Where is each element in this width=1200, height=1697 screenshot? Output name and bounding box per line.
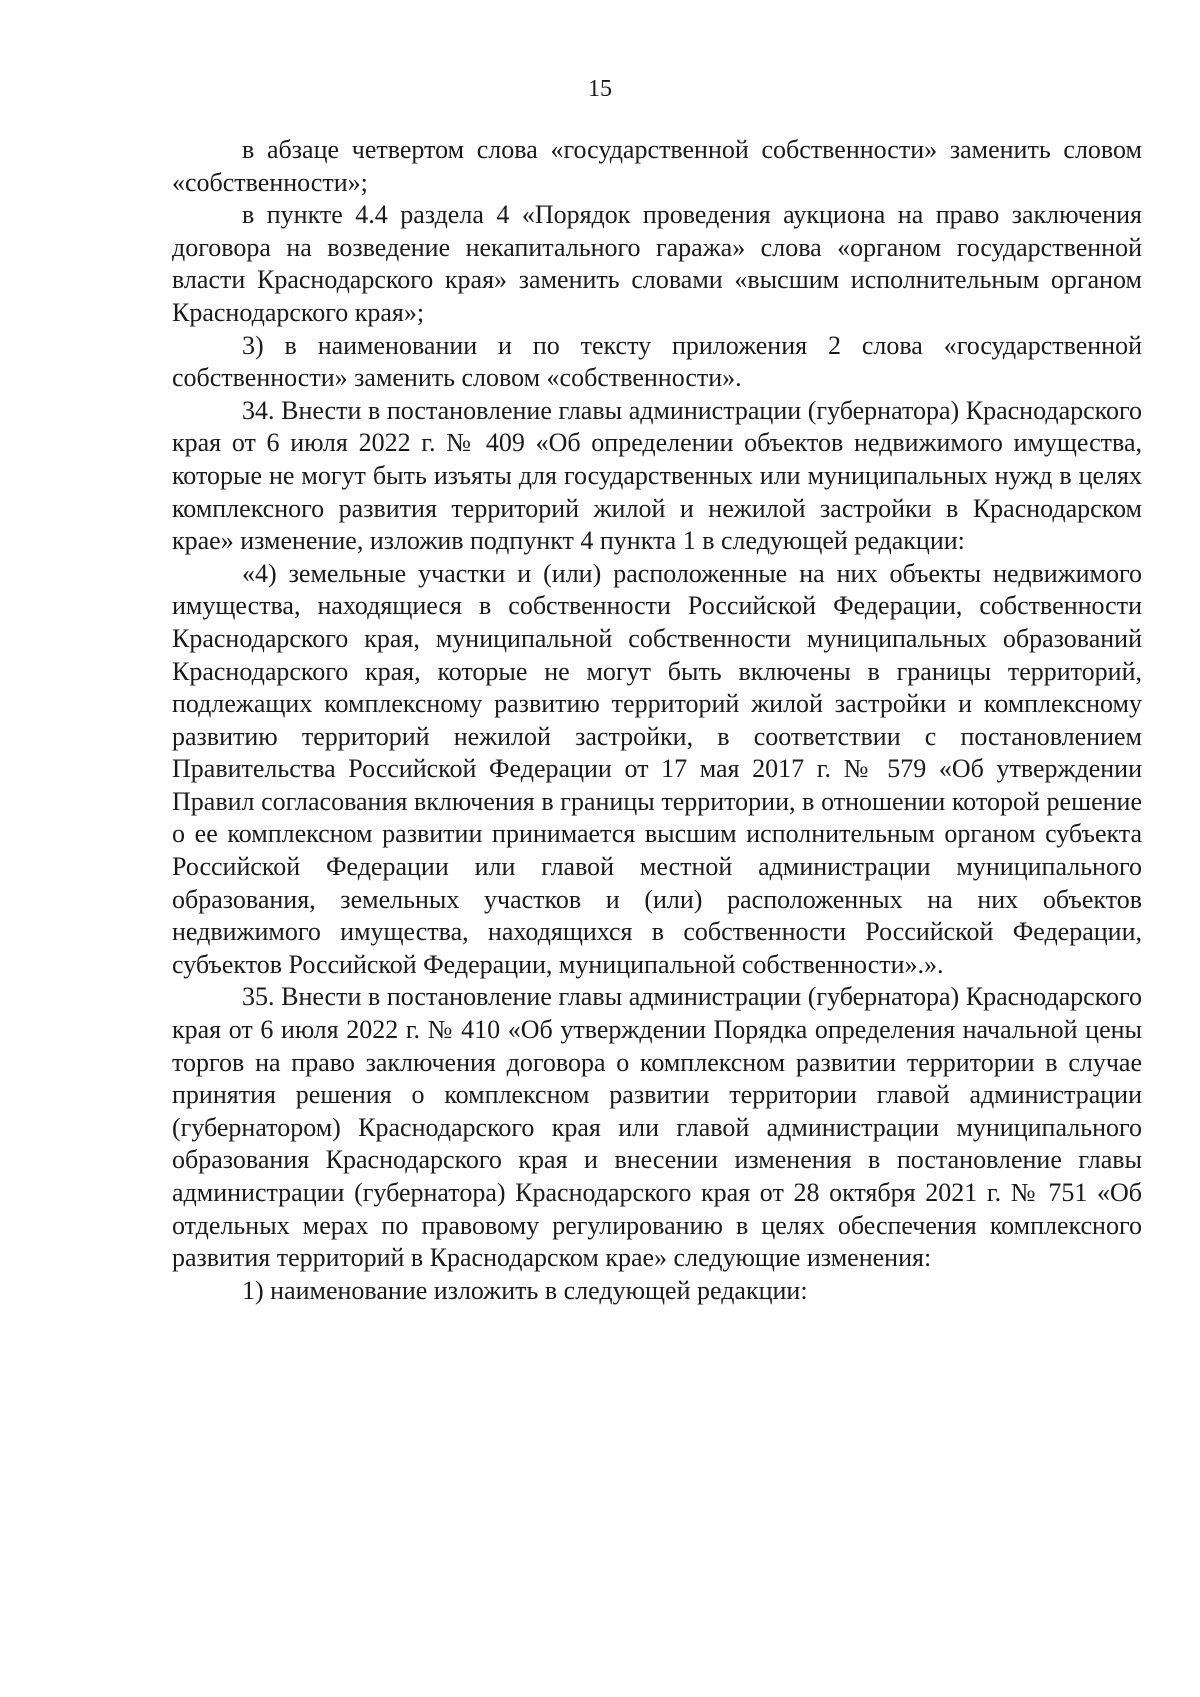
paragraph-paragraph-four-amendment: в абзаце четвертом слова «государственной собственности» заменить словом «собственности»; (172, 135, 1142, 197)
paragraph-item-35: 35. Внести в постановление главы администрации (губернатора) Краснодарского края от 6 июля 2022 г. № 410 «Об утверждении Порядка определения начальной цены торгов на право заключения договора о комплексном развитии территории в случае принятия решения о комплексном развитии территории главой администрации (губернатором) Краснодарского края или главой администрации муниципального образования Краснодарского края и внесении изменения в постановление главы администрации (губернатора) Краснодарского края от 28 октября 2021 г. № 751 «Об отдельных мерах по правовому регулированию в целях обеспечения комплексного развития территорий в Краснодарском крае» следующие изменения: (172, 982, 1142, 1273)
paragraph-subitem-4-text: «4) земельные участки и (или) расположенные на них объекты недвижимого имущества, находящиеся в собственности Российской Федерации, собственности Краснодарского края, муниципальной собственности муниципальных образований Краснодарского края, которые не могут быть включены в границы территорий, подлежащих комплексному развитию территорий жилой застройки и комплексному развитию территорий нежилой застройки, в соответствии с постановлением Правительства Российской Федерации от 17 мая 2017 г. № 579 «Об утверждении Правил согласования включения в границы территории, в отношении которой решение о ее комплексном развитии принимается высшим исполнительным органом субъекта Российской Федерации или главой местной администрации муниципального образования, земельных участков и (или) расположенных на них объектов недвижимого имущества, находящихся в собственности Российской Федерации, субъектов Российской Федерации, муниципальной собственности».». (172, 558, 1142, 979)
page-number: 15 (588, 76, 612, 102)
paragraph-clause-4-4-amendment: в пункте 4.4 раздела 4 «Порядок проведения аукциона на право заключения договора на возведение некапитального гаража» слова «органом государственной власти Краснодарского края» заменить словами «высшим исполнительным органом Краснодарского края»; (172, 200, 1142, 327)
paragraph-item-34: 34. Внести в постановление главы администрации (губернатора) Краснодарского края от 6 июля 2022 г. № 409 «Об определении объектов недвижимого имущества, которые не могут быть изъяты для государственных или муниципальных нужд в целях комплексного развития территорий жилой и нежилой застройки в Краснодарском крае» изменение, изложив подпункт 4 пункта 1 в следующей редакции: (172, 395, 1142, 556)
paragraph-title-amendment: 1) наименование изложить в следующей редакции: (242, 1275, 808, 1305)
paragraph-appendix-2-amendment: 3) в наименовании и по тексту приложения 2 слова «государственной собственности» заменить словом «собственности». (172, 330, 1142, 393)
document-body (172, 134, 1142, 1307)
